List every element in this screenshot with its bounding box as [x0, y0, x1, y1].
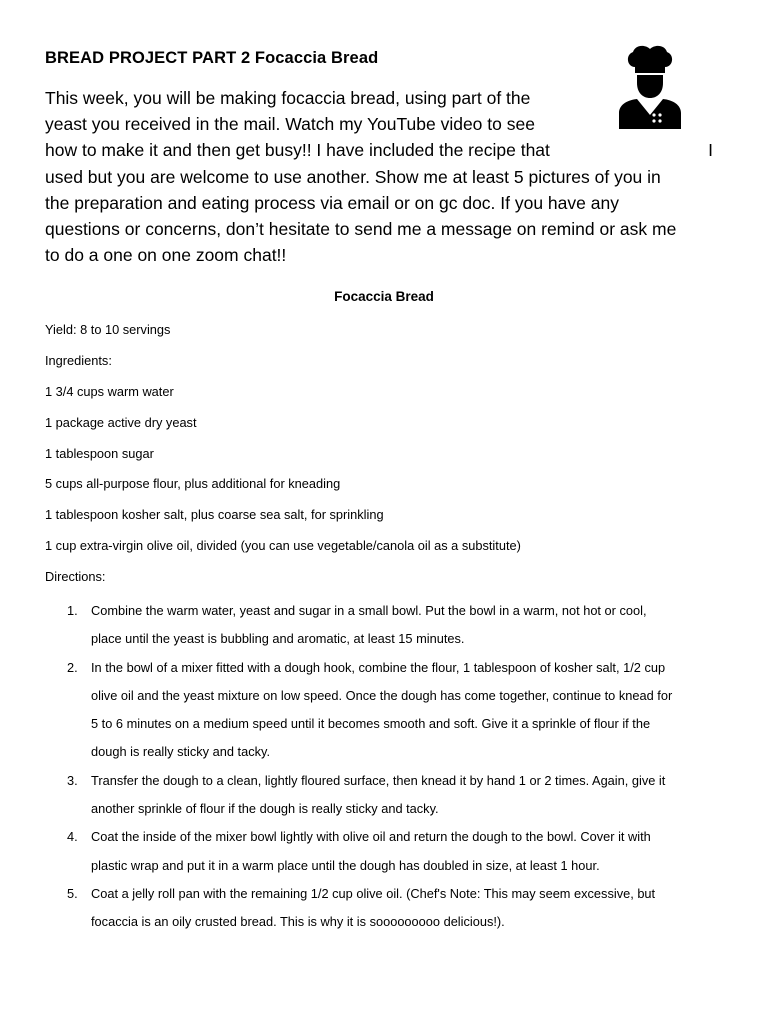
direction-text-line: plastic wrap and put it in a warm place until the dough has doubled in size, at least 1 hour. [91, 857, 600, 873]
direction-step [45, 823, 735, 880]
intro-line [45, 137, 713, 163]
recipe-section [45, 321, 735, 599]
page-title: BREAD PROJECT PART 2 Focaccia Bread [45, 49, 379, 67]
ingredient-item: 1 tablespoon kosher salt, plus coarse sea salt, for sprinkling [45, 507, 384, 523]
direction-text-line: Combine the warm water, yeast and sugar in a small bowl. Put the bowl in a warm, not hot or cool, [91, 603, 647, 618]
direction-step [45, 767, 735, 824]
direction-text-line: focaccia is an oily crusted bread. This is why it is sooooooooo delicious!). [91, 914, 505, 930]
direction-text-line: Coat a jelly roll pan with the remaining 1/2 cup olive oil. (Chef's Note: This may seem excessive, but [91, 885, 656, 901]
direction-step [45, 597, 735, 654]
intro-paragraph [45, 85, 725, 268]
intro-line: yeast you received in the mail. Watch my YouTube video to see [45, 114, 535, 135]
direction-number: 5. [67, 885, 78, 901]
direction-number: 1. [67, 603, 78, 618]
direction-text-line: olive oil and the yeast mixture on low speed. Once the dough has come together, continue to knead for [91, 687, 673, 703]
ingredient-item: 1 tablespoon sugar [45, 445, 154, 461]
recipe-yield: Yield: 8 to 10 servings [45, 322, 171, 337]
intro-line: to do a one on one zoom chat!! [45, 245, 287, 266]
directions-list [45, 597, 735, 937]
intro-line-part: I [708, 140, 713, 161]
ingredient-item: 1 package active dry yeast [45, 414, 197, 430]
ingredient-item: 1 3/4 cups warm water [45, 383, 174, 399]
direction-text-line: In the bowl of a mixer fitted with a dough hook, combine the flour, 1 tablespoon of kosher salt, 1/2 cup [91, 659, 666, 675]
recipe-title: Focaccia Bread [334, 289, 434, 304]
intro-line: used but you are welcome to use another. Show me at least 5 pictures of you in [45, 166, 661, 187]
direction-text-line: 5 to 6 minutes on a medium speed until it becomes smooth and soft. Give it a sprinkle of flour if the [91, 716, 651, 732]
direction-text-line: place until the yeast is bubbling and aromatic, at least 15 minutes. [91, 631, 465, 647]
direction-text-line: Coat the inside of the mixer bowl lightly with olive oil and return the dough to the bowl. Cover it with [91, 829, 651, 845]
direction-number: 3. [67, 772, 78, 788]
ingredients-label: Ingredients: [45, 352, 112, 368]
direction-text-line: Transfer the dough to a clean, lightly floured surface, then knead it by hand 1 or 2 times. Again, give it [91, 772, 666, 788]
direction-step [45, 880, 735, 937]
ingredient-item: 5 cups all-purpose flour, plus additional for kneading [45, 476, 341, 492]
direction-text-line: dough is really sticky and tacky. [91, 744, 270, 760]
direction-number: 2. [67, 659, 78, 675]
intro-line-part: how to make it and then get busy!! I have included the recipe that [45, 140, 550, 161]
intro-line: the preparation and eating process via email or on gc doc. If you have any [45, 192, 619, 213]
direction-step [45, 654, 735, 767]
intro-line: questions or concerns, don’t hesitate to send me a message on remind or ask me [45, 218, 677, 239]
direction-number: 4. [67, 829, 78, 845]
ingredient-item: 1 cup extra-virgin olive oil, divided (you can use vegetable/canola oil as a substitute) [45, 538, 521, 554]
intro-line: This week, you will be making focaccia bread, using part of the [45, 88, 531, 108]
direction-text-line: another sprinkle of flour if the dough is really sticky and tacky. [91, 801, 439, 817]
directions-label: Directions: [45, 569, 106, 585]
